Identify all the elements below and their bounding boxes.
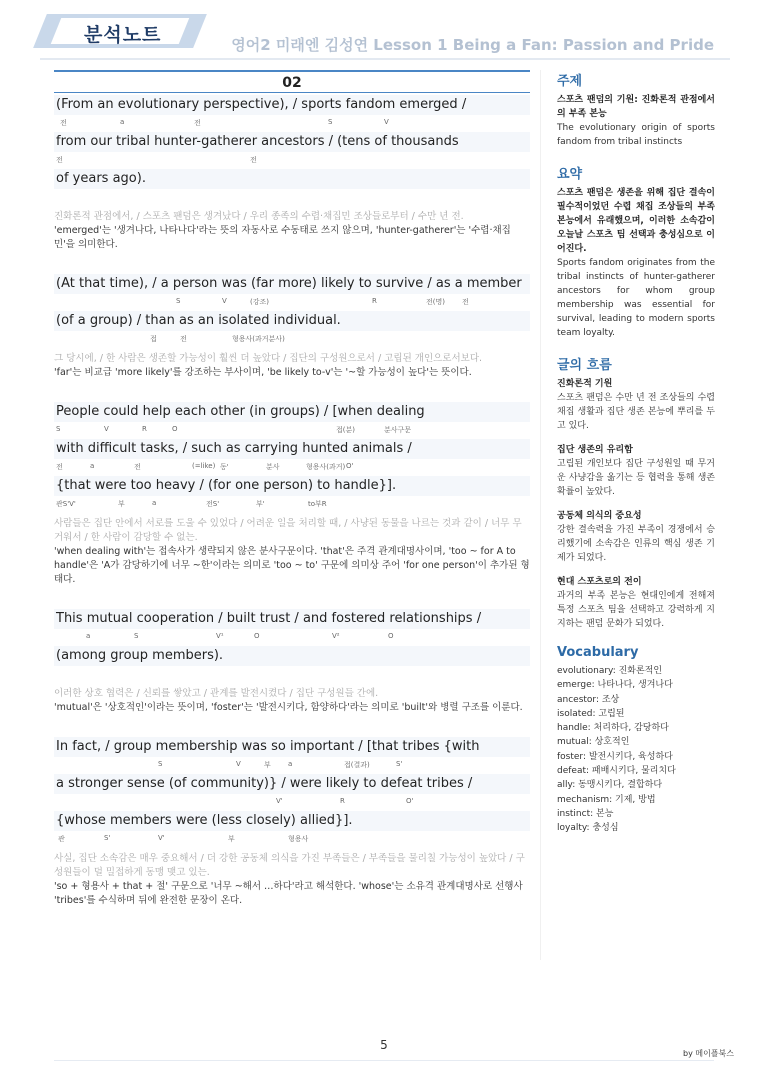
passage-gap: [54, 384, 530, 402]
flow-title: 진화론적 기원: [557, 379, 613, 389]
topic-korean: 스포츠 팬덤의 기원: 진화론적 관점에서의 부족 본능: [557, 95, 715, 119]
sentence-line: People could help each other (in groups) / [when dealing: [54, 402, 530, 422]
grammar-note: 'emerged'는 '생겨나다, 나타나다'라는 뜻의 자동사로 수동태로 쓰지 않으며, 'hunter-gatherer'는 '수렵·채집민'을 의미한다.: [54, 225, 511, 250]
grammar-mark: R: [372, 297, 377, 305]
grammar-note: 'far'는 비교급 'more likely'를 강조하는 부사이며, 'be likely to-v'는 '~할 가능성이 높다'는 뜻이다.: [54, 367, 472, 378]
grammar-mark: a: [86, 632, 91, 640]
grammar-mark: O: [388, 632, 394, 640]
grammar-marks: [54, 496, 530, 513]
grammar-mark: a: [120, 118, 125, 126]
footer-divider: [54, 1060, 714, 1061]
sentence-line: with difficult tasks, / such as carrying hunted animals /: [54, 439, 530, 459]
vocab-list: [557, 664, 715, 836]
vocab-block: [557, 645, 715, 836]
grammar-note: 'when dealing with'는 접속사가 생략되지 않은 분사구문이다. 'that'은 주격 관계대명사이며, 'too ~ for A to handle'은 'A가 감당하기에 너무 ~한'이라는 의미로 'too ~ to' 구문에 의미상 주어 'for one person'이 추가된 형태다.: [54, 546, 530, 585]
publisher-label: by 메이플북스: [683, 1049, 734, 1058]
grammar-mark: V': [158, 834, 165, 842]
grammar-marks: [54, 331, 530, 348]
korean-translation: 진화론적 관점에서, / 스포츠 팬덤은 생겨났다 / 우리 종족의 수렵·채집민 조상들로부터 / 수만 년 전.: [54, 211, 464, 222]
grammar-mark: 형용사: [288, 835, 309, 843]
grammar-mark: V: [222, 297, 227, 305]
flow-item: [557, 443, 715, 499]
sentence-line: This mutual cooperation / built trust / and fostered relationships /: [54, 609, 530, 629]
grammar-mark: V: [384, 118, 389, 126]
vocab-item: evolutionary: 진화론적인: [557, 666, 663, 676]
grammar-mark: V: [104, 425, 109, 433]
sentence-line: (From an evolutionary perspective), / sports fandom emerged /: [54, 95, 530, 115]
sentence-line: {whose members were (less closely) allied}].: [54, 811, 530, 831]
grammar-mark: 접(분): [336, 426, 355, 434]
grammar-mark: 전: [56, 463, 63, 471]
grammar-mark: O: [172, 425, 178, 433]
grammar-mark: 접: [150, 335, 157, 343]
vocab-item: isolated: 고립된: [557, 708, 625, 719]
grammar-note: 'so + 형용사 + that + 절' 구문으로 '너무 ~해서 …하다'라고 해석한다. 'whose'는 소유격 관계대명사로 선행사 'tribes'를 수식하며 뒤에 완전한 문장이 온다.: [54, 881, 523, 906]
grammar-mark: V: [236, 760, 241, 768]
grammar-mark: 분사구문: [384, 426, 412, 434]
korean-translation: 그 당시에, / 한 사람은 생존할 가능성이 훨씬 더 높았다 / 집단의 구성원으로서 / 고립된 개인으로서보다.: [54, 353, 483, 364]
summary-english: Sports fandom originates from the tribal instincts of hunter-gatherer ancestors for whom group membership was essential for survival, leading to modern sports team loyalty.: [557, 258, 715, 338]
passage-gap: [54, 591, 530, 609]
grammar-mark: V²: [332, 632, 340, 640]
sentence-line: (among group members).: [54, 646, 530, 666]
flow-text: 스포츠 팬덤은 수만 년 전 조상들의 수렵 채집 생활과 집단 생존 본능에 뿌리를 두고 있다.: [557, 393, 715, 431]
grammar-mark: 동': [220, 463, 229, 471]
topic-heading: 주제: [557, 74, 583, 89]
grammar-mark: (=like): [192, 462, 216, 470]
grammar-mark: S: [56, 425, 61, 433]
grammar-mark: 전: [462, 298, 469, 306]
grammar-mark: S: [134, 632, 139, 640]
flow-text: 과거의 부족 본능은 현대인에게 전해져 특정 스포츠 팀을 선택하고 강력하게 지지하는 팬덤 문화가 되었다.: [557, 591, 715, 629]
grammar-marks: [54, 831, 530, 848]
grammar-mark: 전S': [206, 500, 220, 508]
sentence-line: (At that time), / a person was (far more) likely to survive / as a member: [54, 274, 530, 294]
flow-title: 집단 생존의 유리함: [557, 445, 633, 455]
grammar-marks: [54, 189, 530, 206]
grammar-mark: S: [328, 118, 333, 126]
main-analysis: [54, 70, 530, 912]
flow-item: [557, 575, 715, 631]
grammar-mark: 형용사(과거): [306, 463, 346, 471]
grammar-marks: [54, 757, 530, 774]
korean-translation: 사람들은 집단 안에서 서로를 도울 수 있었다 / 어려운 일을 처리할 때, / 사냥된 동물을 나르는 것과 같이 / 너무 무거워서 / 한 사람이 감당할 수 없는.: [54, 518, 522, 543]
korean-translation: 사실, 집단 소속감은 매우 중요해서 / 더 강한 공동체 의식을 가진 부족들은 / 부족들을 물리칠 가능성이 높았다 / 구성원들이 덜 밀접하게 동맹 맺고 있는.: [54, 853, 525, 878]
grammar-marks: [54, 629, 530, 646]
topic-english: The evolutionary origin of sports fandom from tribal instincts: [557, 123, 715, 147]
passage-block: [54, 402, 530, 609]
grammar-mark: 전: [250, 156, 257, 164]
grammar-mark: a: [288, 760, 293, 768]
grammar-mark: 전: [134, 463, 141, 471]
flow-item: [557, 509, 715, 565]
grammar-mark: 관: [58, 835, 65, 843]
grammar-mark: V¹: [216, 632, 224, 640]
grammar-mark: 전: [180, 335, 187, 343]
vocab-item: defeat: 패배시키다, 물리치다: [557, 766, 676, 777]
grammar-mark: S: [158, 760, 163, 768]
flow-text: 고립된 개인보다 집단 구성원일 때 무거운 사냥감을 옮기는 등 협력을 통해 생존 확률이 높았다.: [557, 459, 715, 497]
summary-heading: 요약: [557, 167, 583, 182]
grammar-mark: 부': [256, 500, 265, 508]
vocab-item: mutual: 상호적인: [557, 737, 630, 748]
grammar-marks: [54, 794, 530, 811]
grammar-mark: 분사: [266, 463, 280, 471]
grammar-mark: 전(명): [426, 298, 445, 306]
grammar-mark: (강조): [250, 298, 269, 306]
grammar-mark: S': [104, 834, 111, 842]
section-bottom-rule: [54, 92, 530, 93]
vocab-item: handle: 처리하다, 감당하다: [557, 723, 669, 734]
vocab-item: emerge: 나타나다, 생겨나다: [557, 680, 673, 691]
vocab-item: foster: 발전시키다, 육성하다: [557, 751, 673, 762]
header-divider: [40, 58, 730, 60]
grammar-mark: 관S'V': [56, 500, 76, 508]
grammar-mark: 부: [228, 835, 235, 843]
flow-heading: 글의 흐름: [557, 358, 612, 373]
passage-gap: [54, 256, 530, 274]
vocab-heading: Vocabulary: [557, 645, 639, 660]
grammar-mark: 전: [56, 156, 63, 164]
flow-block: [557, 354, 715, 631]
column-divider: [540, 70, 541, 960]
grammar-mark: 부: [118, 500, 125, 508]
grammar-mark: 접(결과): [344, 761, 370, 769]
vocab-item: instinct: 본능: [557, 808, 614, 819]
summary-block: [557, 163, 715, 340]
grammar-marks: [54, 459, 530, 476]
grammar-mark: R: [142, 425, 147, 433]
grammar-mark: O: [254, 632, 260, 640]
sentence-line: a stronger sense (of community)} / were likely to defeat tribes /: [54, 774, 530, 794]
grammar-marks: [54, 294, 530, 311]
grammar-mark: a: [90, 462, 95, 470]
vocab-item: ally: 동맹시키다, 결합하다: [557, 780, 663, 791]
sentence-line: from our tribal hunter-gatherer ancestors / (tens of thousands: [54, 132, 530, 152]
header-band: [0, 0, 768, 70]
passage-list: [54, 95, 530, 908]
flow-title: 현대 스포츠로의 전이: [557, 577, 642, 587]
vocab-item: ancestor: 조상: [557, 694, 620, 705]
passage-block: [54, 274, 530, 402]
header-title: 영어2 미래엔 김성연 Lesson 1 Being a Fan: Passion and Pride: [231, 36, 714, 54]
grammar-marks: [54, 422, 530, 439]
grammar-mark: 부: [264, 761, 271, 769]
grammar-marks: [54, 666, 530, 683]
passage-block: [54, 95, 530, 274]
section-number: 02: [282, 75, 302, 91]
grammar-mark: S: [176, 297, 181, 305]
grammar-mark: 형용사(과거분사): [232, 335, 285, 343]
grammar-marks: [54, 152, 530, 169]
sentence-line: (of a group) / than as an isolated individual.: [54, 311, 530, 331]
passage-block: [54, 737, 530, 908]
grammar-mark: R: [340, 797, 345, 805]
grammar-note: 'mutual'은 '상호적인'이라는 뜻이며, 'foster'는 '발전시키다, 함양하다'라는 의미로 'built'와 병렬 구조를 이룬다.: [54, 702, 523, 713]
sidebar: [557, 70, 715, 850]
passage-block: [54, 609, 530, 737]
flow-text: 강한 결속력을 가진 부족이 경쟁에서 승리했기에 소속감은 인류의 핵심 생존 기제가 되었다.: [557, 525, 715, 563]
grammar-mark: O': [406, 797, 414, 805]
passage-gap: [54, 719, 530, 737]
sentence-line: {that were too heavy / (for one person) to handle}].: [54, 476, 530, 496]
grammar-mark: V': [276, 797, 283, 805]
brand-label: 분석노트: [84, 24, 162, 46]
summary-korean: 스포츠 팬덤은 생존을 위해 집단 결속이 필수적이었던 수렵 채집 조상들의 부족 본능에서 유래했으며, 이러한 소속감이 오늘날 스포츠 팀 선택과 충성심으로 이어진다.: [557, 188, 715, 254]
grammar-mark: S': [396, 760, 403, 768]
grammar-mark: 전: [194, 119, 201, 127]
sentence-line: In fact, / group membership was so important / [that tribes {with: [54, 737, 530, 757]
sentence-line: of years ago).: [54, 169, 530, 189]
topic-block: [557, 70, 715, 149]
flow-list: [557, 377, 715, 631]
grammar-mark: to부R: [308, 500, 327, 508]
korean-translation: 이러한 상호 협력은 / 신뢰를 쌓았고 / 관계를 발전시켰다 / 집단 구성원들 간에.: [54, 688, 379, 699]
grammar-mark: a: [152, 499, 157, 507]
flow-title: 공동체 의식의 중요성: [557, 511, 642, 521]
page-number: 5: [380, 1038, 388, 1052]
vocab-item: loyalty: 충성심: [557, 823, 619, 834]
grammar-mark: O': [346, 462, 354, 470]
flow-item: [557, 377, 715, 433]
vocab-item: mechanism: 기제, 방법: [557, 794, 656, 805]
grammar-marks: [54, 115, 530, 132]
grammar-mark: 전: [60, 119, 67, 127]
